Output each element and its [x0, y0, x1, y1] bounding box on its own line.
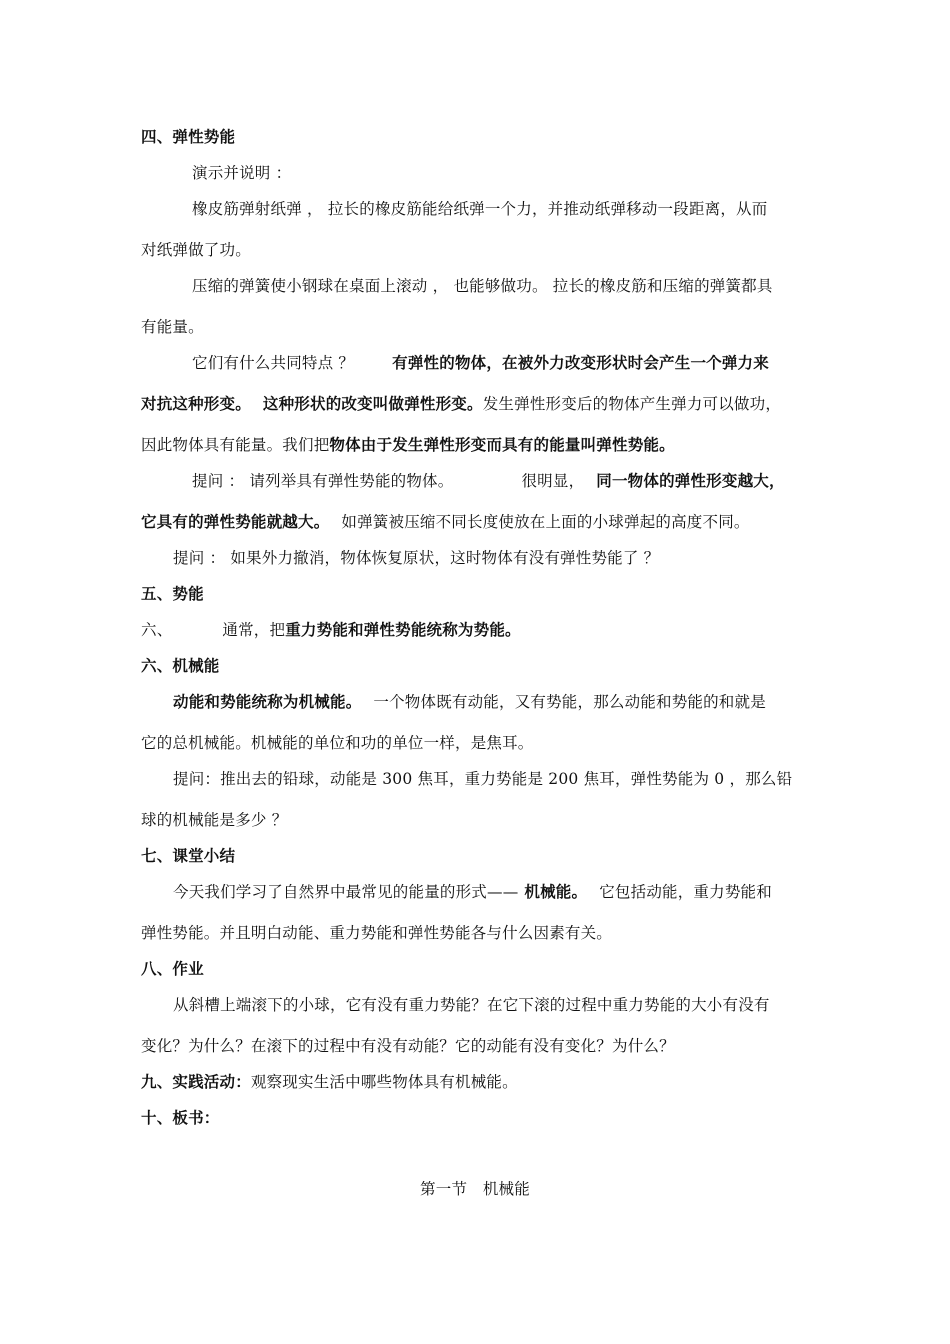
paragraph-mechanical-energy-cont: 它的总机械能。机械能的单位和功的单位一样，是焦耳。: [141, 734, 534, 752]
heading-mechanical-energy: 六、机械能: [141, 656, 220, 675]
heading-potential-energy: 五、势能: [141, 584, 204, 603]
bold-greater-energy: 它具有的弹性势能就越大。: [141, 512, 330, 531]
heading-board: 十、板书：: [141, 1108, 220, 1127]
bold-resist-deformation: 对抗这种形变。: [141, 394, 251, 413]
paragraph-greater-energy: [141, 512, 750, 532]
text-total-energy: 一个物体既有动能，又有势能，那么动能和势能的和就是: [373, 693, 766, 711]
question-force-removed: 提问 ： 如果外力撤消，物体恢复原状，这时物体有没有弹性势能了 ？: [173, 549, 660, 567]
text-practice: 观察现实生活中哪些物体具有机械能。: [250, 1073, 518, 1091]
text-spring-example: 如弹簧被压缩不同长度使放在上面的小球弹起的高度不同。: [341, 513, 750, 531]
bold-elastic-potential-definition: 物体由于发生弹性形变而具有的能量叫弹性势能。: [329, 435, 675, 454]
paragraph-homework-cont: 变化？为什么？在滚下的过程中有没有动能？它的动能有没有变化？为什么？: [141, 1037, 675, 1055]
list-number: 六、: [141, 621, 173, 639]
heading-homework: 八、作业: [141, 959, 204, 978]
bold-elastic-deformation: 这种形状的改变叫做弹性形变。: [262, 394, 483, 413]
heading-summary: 七、课堂小结: [141, 846, 236, 865]
question-shot-put: 提问：推出去的铅球，动能是 300 焦耳，重力势能是 200 焦耳，弹性势能为 0 ，那么铅: [173, 770, 793, 788]
paragraph-summary: [173, 882, 772, 902]
bold-potential-definition: 重力势能和弹性势能统称为势能。: [285, 620, 521, 639]
bold-greater-deformation: 同一物体的弹性形变越大，: [596, 471, 785, 490]
board-title: 第一节 机械能: [420, 1180, 530, 1198]
paragraph-potential-energy: [141, 620, 521, 640]
question-shot-put-cont: 球的机械能是多少 ？: [141, 811, 288, 829]
paragraph-spring: 压缩的弹簧使小钢球在桌面上滚动 ， 也能够做功。 拉长的橡皮筋和压缩的弹簧都具: [192, 277, 773, 295]
elastic-definition-bold: 有弹性的物体，在被外力改变形状时会产生一个弹力来: [392, 353, 769, 372]
paragraph-homework: 从斜槽上端滚下的小球，它有没有重力势能？在它下滚的过程中重力势能的大小有没有: [173, 996, 770, 1014]
paragraph-common-feature-cont: [141, 394, 781, 414]
text-therefore: 因此物体具有能量。我们把: [141, 436, 330, 454]
text-today: 今天我们学习了自然界中最常见的能量的形式——: [173, 883, 519, 901]
paragraph-rubber-band: 橡皮筋弹射纸弹 ， 拉长的橡皮筋能给纸弹一个力，并推动纸弹移动一段距离，从而: [192, 200, 768, 218]
bold-mechanical-definition: 动能和势能统称为机械能。: [173, 692, 362, 711]
paragraph-mechanical-energy: [173, 692, 766, 712]
paragraph-rubber-band-cont: 对纸弹做了功。: [141, 241, 251, 259]
text-can-do-work: 发生弹性形变后的物体产生弹力可以做功，: [482, 395, 782, 413]
text-obviously: 很明显，: [521, 472, 585, 490]
paragraph-common-feature: [192, 353, 769, 373]
text-includes: 它包括动能，重力势能和: [599, 883, 772, 901]
text-usually: 通常，把: [222, 621, 286, 639]
paragraph-summary-cont: 弹性势能。并且明白动能、重力势能和弹性势能各与什么因素有关。: [141, 924, 613, 942]
demo-label: 演示并说明 ：: [192, 164, 292, 182]
bold-mechanical-energy: 机械能。: [524, 882, 588, 901]
paragraph-practice: [141, 1072, 518, 1092]
heading-practice: 九、实践活动：: [141, 1072, 251, 1091]
question-examples-text: 提问 ： 请列举具有弹性势能的物体。: [192, 472, 454, 490]
paragraph-spring-cont: 有能量。: [141, 318, 204, 336]
paragraph-definition: [141, 435, 675, 455]
heading-elastic-potential-energy: 四、弹性势能: [141, 127, 236, 146]
question-examples: [192, 471, 785, 491]
question-text: 它们有什么共同特点 ？: [192, 354, 355, 372]
